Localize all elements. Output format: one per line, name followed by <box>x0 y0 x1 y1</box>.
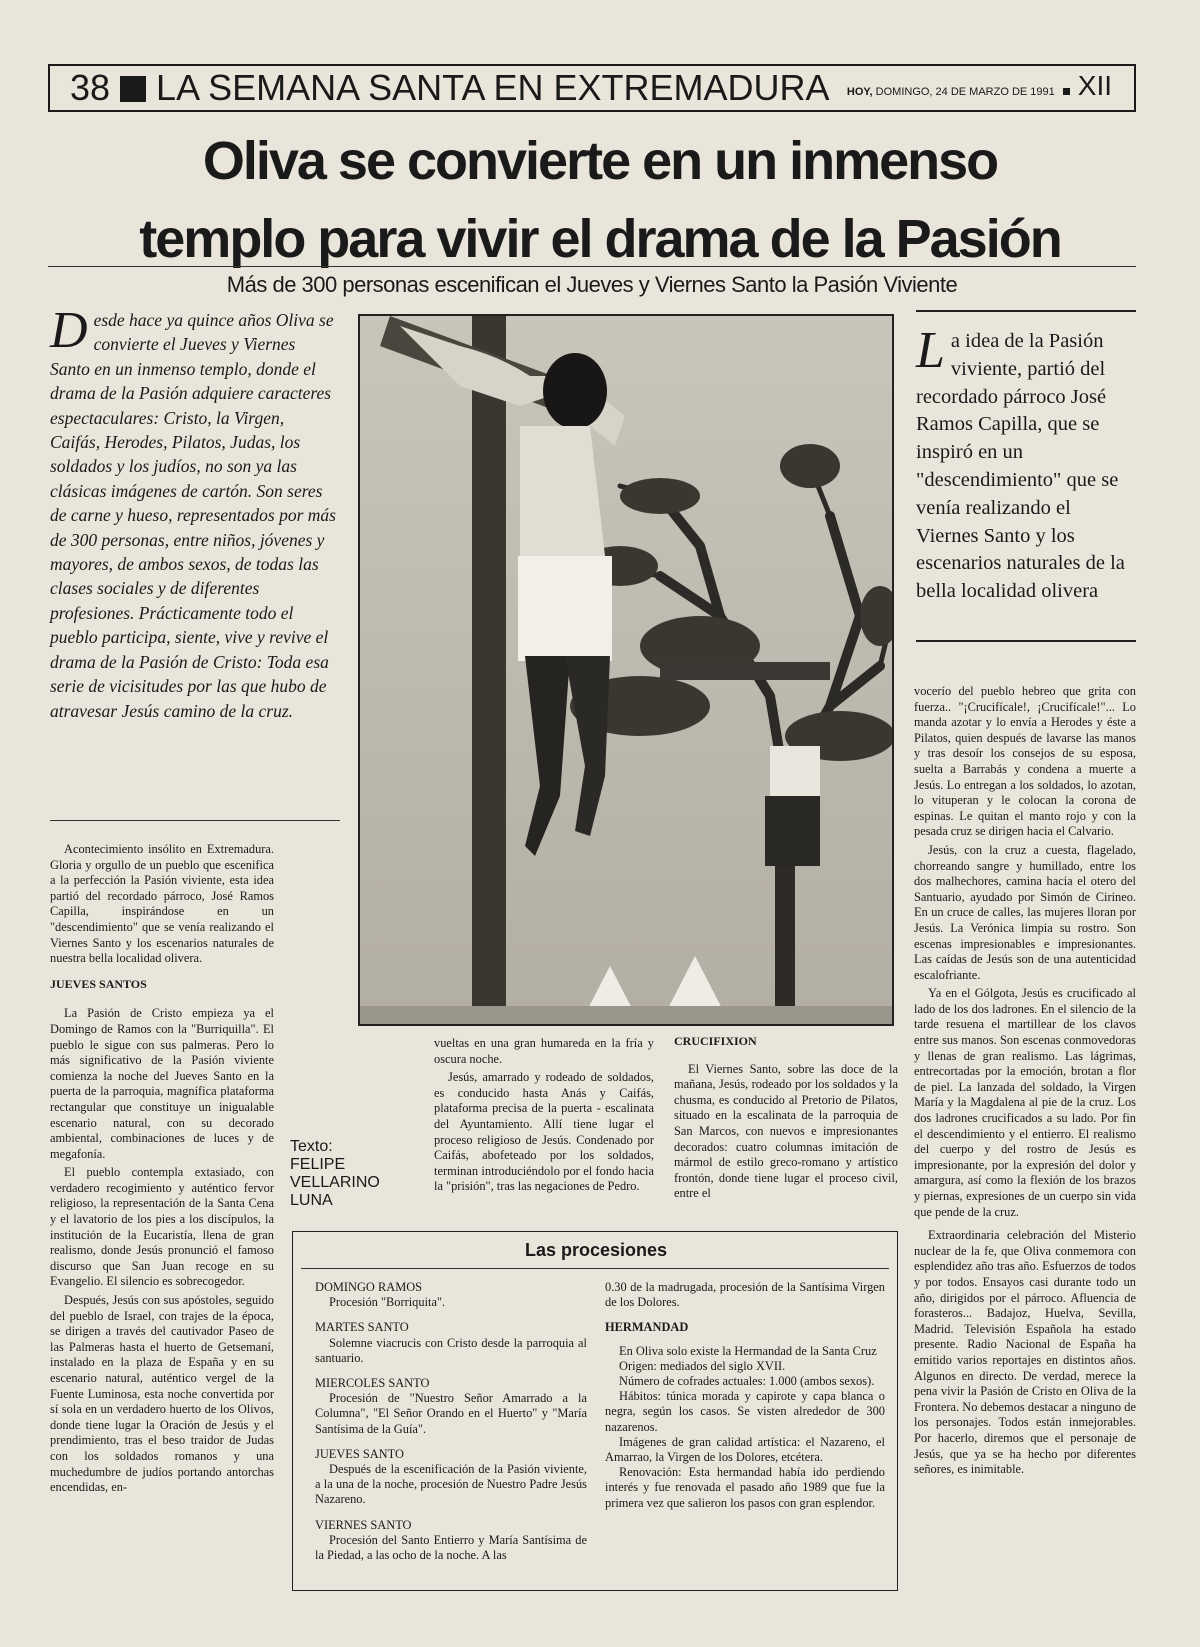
paragraph: vocerío del pueblo hebreo que grita con fuerza.. "¡Crucifícale!, ¡Crucifícale!"... Lo manda azotar y lo envía a Herodes y éste a Pilatos, quien después de lavarse las manos y tras desoír los consejos de su esposa, suelta a Barrabás y condena a muerte a Jesús. Lo entregan a los soldados, lo azotan, lo vituperan y le colocan la corona de espinas. Le quitan el manto rojo y con la pesada cruz se dirigen hacia el Calvario. <box>914 684 1136 839</box>
day-heading: MARTES SANTO <box>315 1320 409 1335</box>
paragraph: El Viernes Santo, sobre las doce de la mañana, Jesús, rodeado por los soldados y la chusma, es conducido al Pretorio de Pilatos, situado en la escalinata de la parroquia de San Marcos, con nuevos e impresionantes decorados: cuatro columnas imitación de mármol de estilo greco-romano y artístico frontón, donde tiene lugar el proceso civil, entre el <box>674 1061 898 1201</box>
day-heading: DOMINGO RAMOS <box>315 1280 423 1294</box>
pull-quote <box>916 322 1138 606</box>
article-column-4 <box>914 684 1136 1481</box>
article-column-3 <box>674 1034 898 1205</box>
paragraph: Hábitos: túnica morada y capirote y capa blanca o negra, según los casos. Se visten alrededor de 300 nazarenos. <box>605 1389 885 1434</box>
paragraph: Procesión de "Nuestro Señor Amarrado a la Columna", "El Señor Orando en el Huerto" y "María Santísima de la Guía". <box>315 1391 587 1436</box>
paragraph: Procesión del Santo Entierro y María Santísima de la Piedad, a las ocho de la noche. A las <box>315 1532 587 1563</box>
intro-paragraph <box>50 302 336 723</box>
article-column-2 <box>434 1036 654 1198</box>
paper-name: HOY, <box>846 86 873 98</box>
divider <box>50 820 340 821</box>
pull-quote-text: a idea de la Pasión viviente, partió del recordado párroco José Ramos Capilla, que se inspiró en un "descendimiento" que se venía realizando el Viernes Santo y los escenarios naturales de la bella localidad olivera <box>916 330 1125 603</box>
headline-line-2: templo para vivir el drama de la Pasión <box>139 209 1061 269</box>
author-name: VELLARINO <box>290 1174 380 1191</box>
section-heading: JUEVES SANTOS <box>50 976 147 991</box>
paragraph: Ya en el Gólgota, Jesús es crucificado al lado de los dos ladrones. En el silencio de la tarde resuena el martillear de los clavos entre sus manos. Son escenas conmovedoras y llenas de gran realismo. Las lágrimas, entrecortadas por la emoción, brotan a flor de piel. La lanzada del soldado, la Virgen María y la Magdalena al pie de la cruz. Los dos ladrones crucificados a su lado. Por fin el descendimiento y el entierro. El realismo del cuerpo y del rostro de Jesús es impresionante, por la expresión del dolor y amargura, así como la flexión de los brazos y piernas, expresiones de un cuerpo sin vida que pende de la cruz. <box>914 986 1136 1219</box>
issue-date: DOMINGO, 24 DE MARZO DE 1991 <box>875 86 1055 98</box>
paragraph: En Oliva solo existe la Hermandad de la Santa Cruz <box>619 1343 877 1358</box>
paragraph: Origen: mediados del siglo XVII. <box>619 1358 786 1373</box>
paragraph: El pueblo contempla extasiado, con verdadero recogimiento y auténtico fervor religioso, la representación de la Santa Cena y el lavatorio de los pies a los discípulos, la institución de la Eucaristía, llena de gran realismo, donde Jesús pronunció el famoso discurso que San Juan recoge en su Evangelio. El silencio es sobrecogedor. <box>50 1165 274 1289</box>
byline-label: Texto: <box>290 1138 333 1155</box>
day-heading: JUEVES SANTO <box>315 1446 404 1461</box>
intro-text: esde hace ya quince años Oliva se convierte el Jueves y Viernes Santo en un inmenso templo, donde el drama de la Pasión adquiere caracteres espectaculares: Cristo, la Virgen, Caifás, Herodes, Pilatos, Judas, los soldados y los judíos, no son ya las clásicas imágenes de cartón. Son seres de carne y hueso, representados por más de 300 personas, entre niños, jóvenes y mayores, de ambos sexos, de todas las clases sociales y de diferentes profesiones. Prácticamente todo el pueblo participa, siente, vive y revive el drama de la Pasión de Cristo: Toda esa serie de vicisitudes por las que hubo de atravesar Jesús camino de la cruz. <box>50 310 336 721</box>
paragraph: Después, Jesús con sus apóstoles, seguido del pueblo de Israel, con trajes de la época, se dirigen a través del cautivador Paseo de las Palmeras hasta el huerto de Getsemaní, instalado en la plaza de España y en su escenario natural, auténtico vergel de la Fuente Luminosa, esta noche convertida por sí sola en un verdadero huerto de los Olivos, donde tiene lugar la Oración de Jesús y el prendimiento, tras el beso traidor de Judas con los soldados romanos y una muchedumbre de judíos portando antorchas encendidas, en- <box>50 1293 274 1495</box>
page-number: 38 <box>70 67 111 108</box>
section-heading: CRUCIFIXION <box>674 1034 757 1048</box>
paragraph: Extraordinaria celebración del Misterio nuclear de la fe, que Oliva conmemora con esplendidez año tras año. Esfuerzos de todos y por todos. Ensayos casi durante todo un año, dirigidos por el párroco. Afluencia de forasteros... Badajoz, Huelva, Sevilla, Madrid. Televisión Española ha estado presente. Radio Nacional de España ha emitido varios reportajes en distintos años. Algunos en directo. De verdad, merece la pena vivir la Pasión de Cristo en Oliva de la Frontera. No debemos destacar a ninguno de los personajes. Todos están inmejorables. Por hacerlo, diremos que el personaje de Jesús, que ya se ha hecho por diferentes señores, es inimitable. <box>914 1228 1136 1477</box>
paragraph: La Pasión de Cristo empieza ya el Domingo de Ramos con la "Burriquilla". El pueblo le sigue con sus palmeras. Pero lo más significativo de la Pasión viviente comienza la noche del Jueves Santo en la puerta de la parroquia, magnífica plataforma rectangular que constituye un inigualable escenario natural, con su decorado ambiental, combinaciones de luces y de megafonía. <box>50 1006 274 1161</box>
sidebar-title: Las procesiones <box>524 1240 668 1260</box>
procesiones-left-column <box>315 1276 587 1563</box>
paragraph: Jesús, con la cruz a cuesta, flagelado, chorreando sangre y humillado, entre los dos malhechores, camina hacia el otero del Santuario, ayudado por Simón de Cirineo. En un cruce de calles, las mujeres lloran por Jesús. La Verónica limpia su rostro. Son escenas impresionables e impresionantes. Las caídas de Jesús son de una autenticidad escalofriante. <box>914 842 1136 982</box>
day-heading: VIERNES SANTO <box>315 1517 412 1532</box>
paragraph: Imágenes de gran calidad artística: el Nazareno, el Amarrao, la Virgen de los Dolores, etcétera. <box>605 1434 885 1465</box>
paragraph: 0.30 de la madrugada, procesión de la Santísima Virgen de los Dolores. <box>605 1280 885 1310</box>
small-square-icon <box>1063 88 1070 95</box>
procesiones-right-column <box>605 1276 885 1511</box>
black-square-icon <box>120 76 146 102</box>
dateline <box>847 70 1112 102</box>
procesiones-sidebar <box>292 1231 898 1591</box>
section-title: LA SEMANA SANTA EN EXTREMADURA <box>156 67 830 108</box>
page-header <box>48 64 1136 112</box>
divider <box>916 310 1136 312</box>
drop-cap: L <box>916 322 945 379</box>
paragraph: Después de la escenificación de la Pasión viviente, a la una de la noche, procesión de Nuestro Padre Jesús Nazareno. <box>315 1462 587 1507</box>
headline-line-1: Oliva se convierte en un inmenso <box>202 131 998 191</box>
drop-cap: D <box>50 302 88 359</box>
paragraph: Número de cofrades actuales: 1.000 (ambos sexos). <box>619 1374 875 1389</box>
paragraph: Acontecimiento insólito en Extremadura. Gloria y orgullo de un pueblo que escenifica a la perfección la Pasión viviente, esta idea partió del recordado párroco, José Ramos Capilla, inspirándose en un "descendimiento" que se venía realizando el Viernes Santo y los escenarios naturales de nuestra bella localidad olivera. <box>50 842 274 966</box>
subheadline: Más de 300 personas escenifican el Jueves y Viernes Santo la Pasión Viviente <box>226 272 958 297</box>
headline <box>60 122 1140 278</box>
paragraph: Renovación: Esta hermandad había ido perdiendo interés y fue renovada el pasado año 1989 que fue la primera vez que salieron los pasos con gran esplendor. <box>605 1465 885 1510</box>
section-heading: HERMANDAD <box>605 1320 689 1335</box>
day-heading: MIERCOLES SANTO <box>315 1376 430 1391</box>
paragraph: Procesión "Borriquita". <box>329 1295 446 1310</box>
byline <box>290 1138 410 1210</box>
photo-illustration <box>360 316 892 1024</box>
divider <box>301 1268 889 1269</box>
author-name: LUNA <box>290 1192 333 1209</box>
paragraph: Jesús, amarrado y rodeado de soldados, es conducido hasta Anás y Caifás, plataforma precisa de la puerta - escalinata del Ayuntamiento. Allí tiene lugar el proceso religioso de Jesús. Condenado por Caifás, abofeteado por los soldados, terminan introduciéndolo por el fondo hacia la "prisión", tras las negaciones de Pedro. <box>434 1070 654 1194</box>
divider <box>916 640 1136 642</box>
divider <box>48 266 1136 267</box>
section-page-roman: XII <box>1077 70 1112 101</box>
crucifixion-photo <box>358 314 894 1026</box>
article-column-1 <box>50 842 274 1499</box>
paragraph: vueltas en una gran humareda en la fría y oscura noche. <box>434 1036 654 1066</box>
author-name: FELIPE <box>290 1156 346 1173</box>
paragraph: Solemne viacrucis con Cristo desde la parroquia al santuario. <box>315 1335 587 1365</box>
section-banner <box>70 68 830 108</box>
